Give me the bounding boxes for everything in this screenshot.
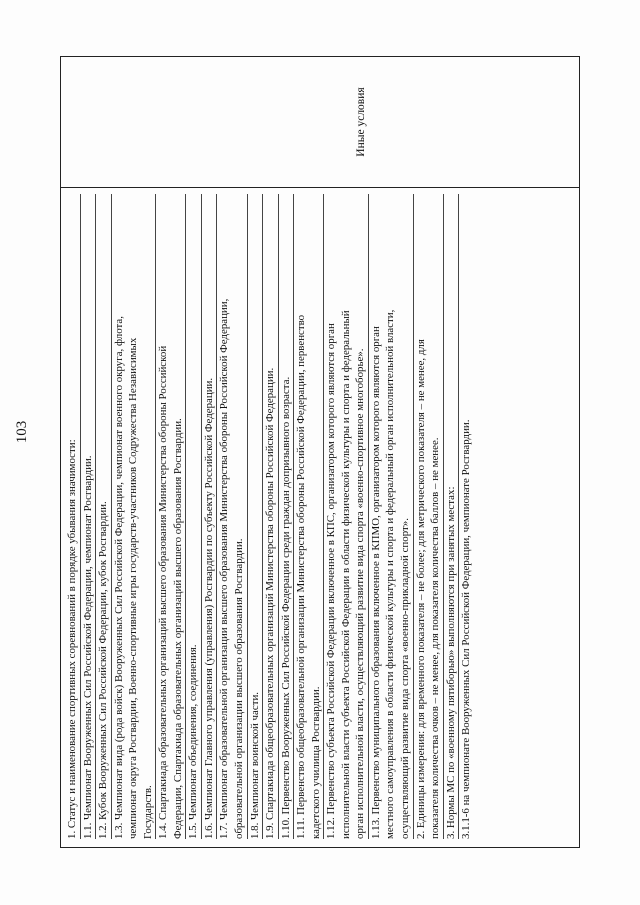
condition-text-line: 1.7. Чемпионат образовательной организации высшего образования Министерства обороны Российской Федерации, xyxy=(218,298,231,839)
condition-text-line: 1.2. Кубок Вооруженных Сил Российской Федерации, кубок Росгвардии. xyxy=(97,501,110,839)
condition-item xyxy=(294,194,324,839)
condition-item xyxy=(279,194,295,839)
condition-text-line: 1.8. Чемпионат воинской части. xyxy=(248,691,261,839)
condition-text-line: образовательной организации высшего образования Росгвардии. xyxy=(233,538,246,839)
conditions-content-cell xyxy=(61,187,579,847)
condition-text-line: 2. Единицы измерения: для временного показателя – не более; для метрического показателя – не менее, для xyxy=(414,339,427,839)
condition-text-line: местного самоуправления в области физической культуры и спорта и федеральный орган исполнительной власти, xyxy=(384,309,397,839)
condition-text-line: 1.10. Первенство Вооруженных Сил Российской Федерации среди граждан допризывного возраста. xyxy=(279,376,292,839)
condition-text-line: исполнительной власти субъекта Российской Федерации в области физической культуры и спорта и федеральный xyxy=(339,310,352,839)
condition-text-line: показателя количества очков – не менее, для показателя количества баллов – не менее. xyxy=(429,437,442,839)
condition-item xyxy=(81,194,97,839)
condition-text-line: 3.1.1-6 на чемпионате Вооруженных Сил Российской Федерации, чемпионате Росгвардии. xyxy=(460,419,473,839)
condition-item xyxy=(414,194,444,839)
condition-item xyxy=(444,194,460,839)
condition-item xyxy=(96,194,112,839)
condition-text-line: 1.9. Спартакиада общеобразовательных организаций Министерства обороны Российской Федерации. xyxy=(264,367,277,839)
condition-text-line: 1.6. Чемпионат Главного управления (управления) Росгвардии по субъекту Российской Федерации. xyxy=(202,377,215,839)
condition-text-line: Федерации, Спартакиада образовательных организаций высшего образования Росгвардии. xyxy=(171,418,184,839)
conditions-label-cell xyxy=(61,57,579,187)
condition-item xyxy=(186,194,202,839)
condition-text-line: Государств. xyxy=(141,785,154,839)
condition-item xyxy=(112,194,157,839)
condition-text-line: 1.12. Первенство субъекта Российской Федерации включенное в КПС, организатором которого являются орган xyxy=(325,323,338,839)
condition-item xyxy=(65,194,81,839)
condition-text-line: 1.5. Чемпионат объединения, соединения. xyxy=(187,644,200,839)
condition-text-line: 1.3. Чемпионат вида (рода войск) Вооруженных Сил Российской Федерации, чемпионат военного округа, флота, xyxy=(112,316,125,839)
condition-text-line: 1.4. Спартакиада образовательных организаций высшего образования Министерства обороны Российской xyxy=(157,345,170,839)
page-number: 103 xyxy=(14,420,30,444)
condition-text-line: 1.1. Чемпионат Вооруженных Сил Российской Федерации, чемпионат Росгвардии. xyxy=(81,455,94,839)
condition-text-line: 1. Статус и наименование спортивных соревнований в порядке убывания значимости: xyxy=(66,439,78,839)
condition-item xyxy=(248,194,264,839)
condition-text-line: 3. Нормы МС по «военному пятиборью» выполняются при занятых местах: xyxy=(444,486,457,839)
condition-item xyxy=(369,194,414,839)
condition-item xyxy=(459,194,474,839)
condition-item xyxy=(324,194,369,839)
condition-item xyxy=(202,194,218,839)
condition-text-line: кадетского училища Росгвардии. xyxy=(309,686,322,839)
condition-text-line: осуществляющий развитие вида спорта «военно-прикладной спорт». xyxy=(399,518,412,839)
condition-item xyxy=(217,194,247,839)
condition-text-line: 1.11. Первенство общеобразовательной организации Министерства обороны Российской Федерации, первенство xyxy=(295,314,308,839)
condition-item xyxy=(263,194,279,839)
condition-text-line: орган исполнительной власти, осуществляющий развитие вида спорта «военно-спортивное многоборье». xyxy=(354,348,367,839)
condition-text-line: 1.13. Первенство муниципального образования включенное в КПМО, организатором которого являются орган xyxy=(369,326,382,839)
condition-item xyxy=(156,194,186,839)
conditions-table xyxy=(60,56,580,848)
condition-text-line: чемпионат округа Росгвардии, Военно-спортивные игры государств-участников Содружества Независимых xyxy=(127,337,140,839)
conditions-label: Иные условия xyxy=(355,87,367,157)
